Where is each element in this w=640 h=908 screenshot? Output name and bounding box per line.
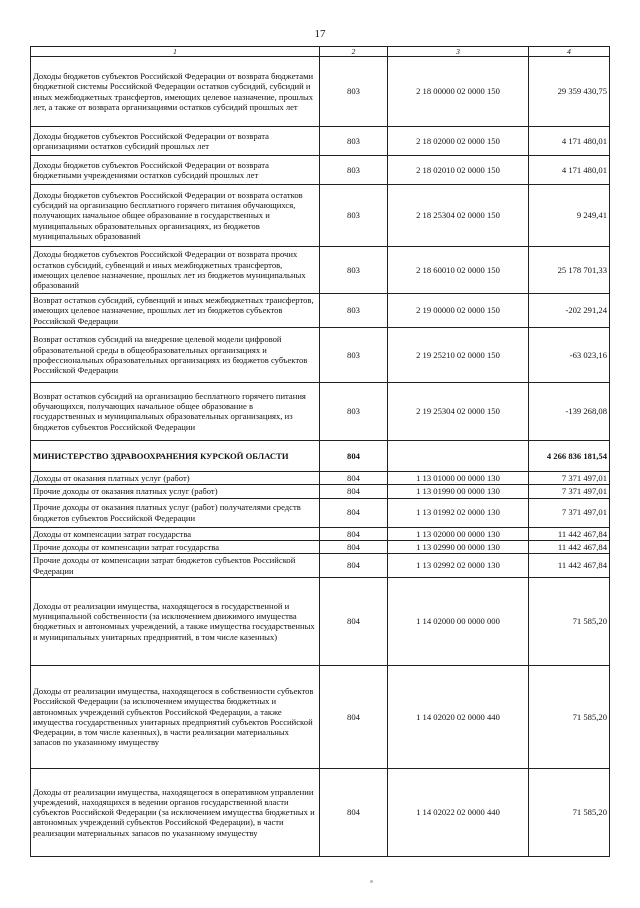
budget-revenue-table	[30, 46, 610, 857]
admin-code-cell: 803	[320, 127, 388, 156]
admin-code-cell: 804	[320, 554, 388, 578]
amount-cell: 4 171 480,01	[529, 156, 610, 185]
column-header-2: 2	[320, 47, 388, 57]
amount-cell: 71 585,20	[529, 577, 610, 665]
admin-code-cell: 803	[320, 156, 388, 185]
revenue-name-cell: Доходы бюджетов субъектов Российской Федерации от возврата прочих остатков субсидий, субвенций и иных межбюджетных трансфертов, имеющих целевое назначение, прошлых лет из бюджетов муниципальных образований	[31, 247, 320, 294]
admin-code-cell: 804	[320, 471, 388, 484]
classification-code-cell: 2 18 02010 02 0000 150	[388, 156, 529, 185]
amount-cell: 25 178 701,33	[529, 247, 610, 294]
table-row	[31, 127, 610, 156]
classification-code-cell: 2 19 00000 02 0000 150	[388, 294, 529, 328]
revenue-name-cell: Доходы от реализации имущества, находящегося в собственности субъектов Российской Федерации (за исключением имущества бюджетных и автономных учреждений субъектов Российской Федерации, а также имущества государственных унитарных предприятий субъектов Российской Федерации, в том числе казенных), в части реализации материальных запасов по указанному имуществу	[31, 665, 320, 768]
column-number-row	[31, 47, 610, 57]
revenue-name-cell: Доходы бюджетов субъектов Российской Федерации от возврата бюджетами бюджетной системы Российской Федерации остатков субсидий, субсидий и иных межбюджетных трансфертов, имеющих целевое назначение, прошлых лет, а также от возврата организациями остатков субсидий прошлых лет	[31, 57, 320, 127]
admin-code-cell: 804	[320, 485, 388, 498]
classification-code-cell: 1 13 02000 00 0000 130	[388, 527, 529, 540]
admin-code-cell: 804	[320, 665, 388, 768]
admin-code-cell: 804	[320, 540, 388, 553]
classification-code-cell: 1 14 02000 00 0000 000	[388, 577, 529, 665]
classification-code-cell: 1 13 01990 00 0000 130	[388, 485, 529, 498]
classification-code-cell: 2 19 25210 02 0000 150	[388, 327, 529, 382]
classification-code-cell: 2 19 25304 02 0000 150	[388, 382, 529, 440]
column-header-4: 4	[529, 47, 610, 57]
table-row	[31, 554, 610, 578]
table-row	[31, 498, 610, 527]
classification-code-cell: 2 18 60010 02 0000 150	[388, 247, 529, 294]
admin-code-cell: 804	[320, 527, 388, 540]
column-header-1: 1	[31, 47, 320, 57]
table-row	[31, 57, 610, 127]
revenue-name-cell: Доходы бюджетов субъектов Российской Федерации от возврата организациями остатков субсидий прошлых лет	[31, 127, 320, 156]
revenue-name-cell: Доходы от реализации имущества, находящегося в оперативном управлении учреждений, находящихся в ведении органов государственной власти субъектов Российской Федерации (за исключением имущества бюджетных и автономных учреждений субъектов Российской Федерации), в части реализации материальных запасов по указанному имуществу	[31, 768, 320, 856]
amount-cell: 29 359 430,75	[529, 57, 610, 127]
table-row	[31, 540, 610, 553]
amount-cell: 71 585,20	[529, 665, 610, 768]
admin-code-cell: 804	[320, 768, 388, 856]
table-row	[31, 471, 610, 484]
revenue-name-cell: Доходы бюджетов субъектов Российской Федерации от возврата остатков субсидий на организацию бесплатного горячего питания обучающихся, получающих начальное общее образование в государственных и муниципальных образовательных организациях, из бюджетов муниципальных образований	[31, 185, 320, 247]
table-row	[31, 294, 610, 328]
amount-cell: 4 171 480,01	[529, 127, 610, 156]
revenue-name-cell: Возврат остатков субсидий на организацию бесплатного горячего питания обучающихся, получающих начальное общее образование в государственных и муниципальных образовательных организациях, из бюджетов субъектов Российской Федерации	[31, 382, 320, 440]
revenue-name-cell: Доходы от компенсации затрат государства	[31, 527, 320, 540]
amount-cell: -139 268,08	[529, 382, 610, 440]
amount-cell: 7 371 497,01	[529, 498, 610, 527]
scan-speck	[370, 880, 373, 883]
revenue-name-cell: МИНИСТЕРСТВО ЗДРАВООХРАНЕНИЯ КУРСКОЙ ОБЛАСТИ	[31, 440, 320, 471]
revenue-name-cell: Прочие доходы от компенсации затрат бюджетов субъектов Российской Федерации	[31, 554, 320, 578]
revenue-name-cell: Прочие доходы от компенсации затрат государства	[31, 540, 320, 553]
table-row	[31, 382, 610, 440]
classification-code-cell: 1 13 01000 00 0000 130	[388, 471, 529, 484]
table-row	[31, 665, 610, 768]
column-header-3: 3	[388, 47, 529, 57]
classification-code-cell: 1 14 02020 02 0000 440	[388, 665, 529, 768]
table-row	[31, 156, 610, 185]
revenue-name-cell: Прочие доходы от оказания платных услуг (работ)	[31, 485, 320, 498]
amount-cell: 11 442 467,84	[529, 554, 610, 578]
revenue-name-cell: Доходы от реализации имущества, находящегося в государственной и муниципальной собственности (за исключением движимого имущества бюджетных и автономных учреждений, а также имущества государственных и муниципальных унитарных предприятий, в том числе казенных)	[31, 577, 320, 665]
admin-code-cell: 803	[320, 185, 388, 247]
classification-code-cell: 1 13 02990 00 0000 130	[388, 540, 529, 553]
table-row	[31, 247, 610, 294]
admin-code-cell: 804	[320, 498, 388, 527]
table-row	[31, 440, 610, 471]
amount-cell: 9 249,41	[529, 185, 610, 247]
amount-cell: 11 442 467,84	[529, 527, 610, 540]
admin-code-cell: 803	[320, 327, 388, 382]
admin-code-cell: 804	[320, 577, 388, 665]
amount-cell: 7 371 497,01	[529, 485, 610, 498]
amount-cell: 11 442 467,84	[529, 540, 610, 553]
admin-code-cell: 803	[320, 382, 388, 440]
page-number: 17	[314, 28, 326, 40]
classification-code-cell	[388, 440, 529, 471]
classification-code-cell: 1 13 01992 02 0000 130	[388, 498, 529, 527]
table-row	[31, 577, 610, 665]
amount-cell: -202 291,24	[529, 294, 610, 328]
revenue-name-cell: Доходы бюджетов субъектов Российской Федерации от возврата бюджетными учреждениями остатков субсидий прошлых лет	[31, 156, 320, 185]
amount-cell: 4 266 836 181,54	[529, 440, 610, 471]
admin-code-cell: 803	[320, 294, 388, 328]
table-row	[31, 768, 610, 856]
classification-code-cell: 2 18 25304 02 0000 150	[388, 185, 529, 247]
amount-cell: 71 585,20	[529, 768, 610, 856]
revenue-name-cell: Возврат остатков субсидий на внедрение целевой модели цифровой образовательной среды в общеобразовательных организациях и профессиональных образовательных организациях из бюджетов субъектов Российской Федерации	[31, 327, 320, 382]
classification-code-cell: 1 14 02022 02 0000 440	[388, 768, 529, 856]
amount-cell: 7 371 497,01	[529, 471, 610, 484]
table-row	[31, 327, 610, 382]
amount-cell: -63 023,16	[529, 327, 610, 382]
revenue-name-cell: Возврат остатков субсидий, субвенций и иных межбюджетных трансфертов, имеющих целевое назначение, прошлых лет из бюджетов субъектов Российской Федерации	[31, 294, 320, 328]
admin-code-cell: 803	[320, 57, 388, 127]
admin-code-cell: 803	[320, 247, 388, 294]
classification-code-cell: 2 18 00000 02 0000 150	[388, 57, 529, 127]
table-row	[31, 527, 610, 540]
classification-code-cell: 2 18 02000 02 0000 150	[388, 127, 529, 156]
classification-code-cell: 1 13 02992 02 0000 130	[388, 554, 529, 578]
revenue-name-cell: Прочие доходы от оказания платных услуг (работ) получателями средств бюджетов субъектов Российской Федерации	[31, 498, 320, 527]
revenue-name-cell: Доходы от оказания платных услуг (работ)	[31, 471, 320, 484]
table-row	[31, 185, 610, 247]
admin-code-cell: 804	[320, 440, 388, 471]
table-row	[31, 485, 610, 498]
